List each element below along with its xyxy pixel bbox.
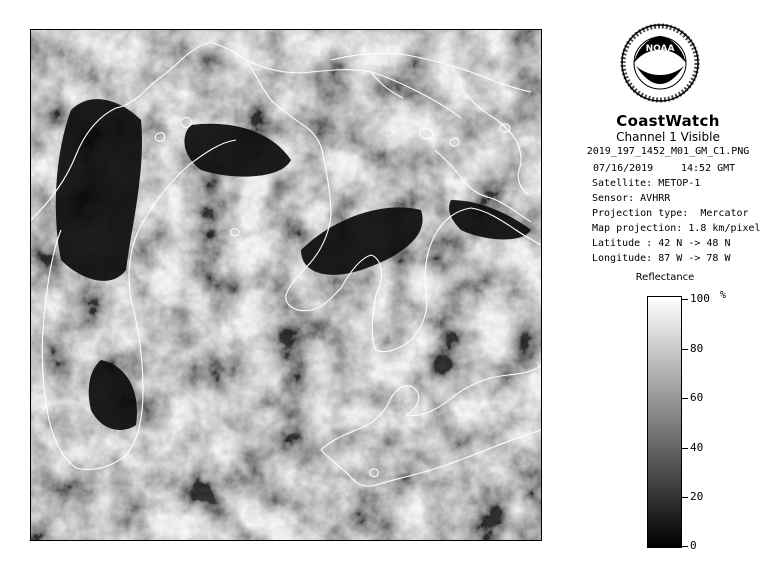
colorbar-tick-60 [682,398,688,399]
colorbar-tick-label: 100 [690,292,710,305]
colorbar-tick-80 [682,349,688,350]
channel-subtitle: Channel 1 Visible [616,130,720,144]
colorbar-tick-0 [682,546,688,547]
colorbar-unit: % [720,290,727,301]
colorbar-tick-20 [682,497,688,498]
acquisition-date: 07/16/2019 [593,163,654,174]
colorbar-title: Reflectance [635,272,695,283]
latitude-range-label: Latitude : 42 N -> 48 N [592,238,731,249]
image-filename: 2019_197_1452_M01_GM_C1.PNG [586,146,750,157]
colorbar-tick-label: 20 [690,490,704,503]
colorbar-tick-40 [682,448,688,449]
satellite-label: Satellite: METOP-1 [592,178,701,189]
projection-type-label: Projection type: Mercator [592,208,749,219]
reflectance-colorbar [647,296,682,548]
acquisition-time: 14:52 GMT [681,163,736,174]
sensor-label: Sensor: AVHRR [592,193,671,204]
noaa-logo-icon [619,18,701,108]
colorbar-tick-label: 60 [690,391,704,404]
longitude-range-label: Longitude: 87 W -> 78 W [592,253,731,264]
colorbar-tick-label: 40 [690,441,704,454]
product-title: CoastWatch [616,112,720,130]
colorbar-tick-100 [682,299,688,300]
noaa-logo [619,18,701,108]
satellite-map-svg [31,30,541,540]
satellite-image [30,29,542,541]
colorbar-tick-label: 0 [690,539,697,552]
noaa-logo-text: NOAA [645,44,675,54]
colorbar-tick-label: 80 [690,342,704,355]
map-projection-label: Map projection: 1.8 km/pixel [592,223,761,234]
